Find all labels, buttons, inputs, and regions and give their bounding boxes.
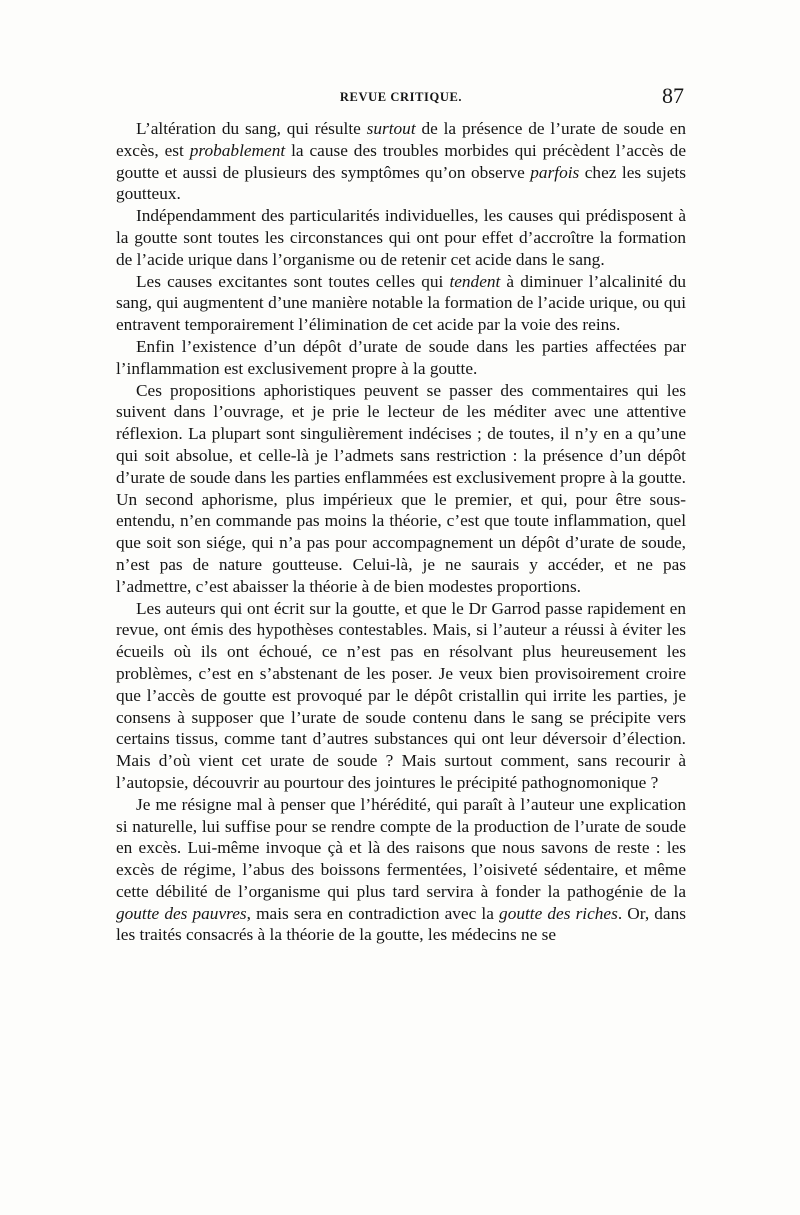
italic-text: probablement xyxy=(189,140,286,160)
body-text xyxy=(116,118,686,946)
text-run: L’altération du sang, qui résulte xyxy=(136,119,367,138)
text-run: la cause des troubles morbides qui précèdent l’accès de goutte et aussi de plusieurs des symptômes qu’on observe xyxy=(116,140,686,182)
paragraph xyxy=(116,794,686,947)
italic-text: parfois xyxy=(530,162,580,182)
running-head xyxy=(116,83,686,114)
italic-text: goutte des pauvres xyxy=(116,903,247,923)
text-run: chez les sujets goutteux. xyxy=(116,162,686,204)
paragraph xyxy=(116,336,686,380)
paragraph xyxy=(116,598,686,794)
text-run: à diminuer l’alcalinité du sang, qui augmentent d’une manière notable la formation de l’acide urique, ou qui entravent temporairement l’élimination de cet acide par la voie des reins. xyxy=(116,271,686,335)
paragraph xyxy=(116,118,686,205)
text-run: Enfin l’existence d’un dépôt d’urate de soude dans les parties affectées par l’inflammation est exclusivement propre à la goutte. xyxy=(116,336,686,378)
text-run: Je me résigne mal à penser que l’hérédité, qui paraît à l’auteur une explication si naturelle, lui suffise pour se rendre compte de la production de l’urate de soude en excès. Lui-même invoque çà et là des raisons que nous savons de reste : les excès de régime, l’abus des boissons fermentées, l’oisiveté sédentaire, et même cette débilité de l’organisme qui plus tard servira à fonder la pathogénie de la xyxy=(116,794,686,901)
text-run: Les auteurs qui ont écrit sur la goutte, et que le Dr Garrod passe rapidement en revue, ont émis des hypothèses contestables. Mais, si l’auteur a réussi à éviter les écueils où ils ont échoué, ce n’est pas en résolvant plus heureusement les problèmes, c’est en s’abstenant de les poser. Je veux bien provisoirement croire que l’accès de goutte est provoqué par le dépôt cristallin qui irrite les parties, je consens à supposer que l’urate de soude contenu dans le sang se précipite vers certains tissus, comme tant d’autres substances qui ont leur déversoir d’élection. Mais d’où vient cet urate de soude ? Mais surtout comment, sans recourir à l’autopsie, découvrir au pourtour des jointures le précipité pathognomonique ? xyxy=(116,598,686,792)
paragraph xyxy=(116,380,686,598)
text-run: , mais sera en contradiction avec la xyxy=(246,903,500,923)
page-number: 87 xyxy=(662,83,684,108)
text-run: Les causes excitantes sont toutes celles qui xyxy=(136,271,450,291)
text-run: de la présence de l’urate de soude en excès, est xyxy=(116,119,686,160)
italic-text: goutte des riches xyxy=(499,903,618,923)
running-title: REVUE CRITIQUE. xyxy=(339,90,463,104)
italic-text: surtout xyxy=(366,119,416,138)
italic-text: tendent xyxy=(449,271,501,291)
text-run: Ces propositions aphoristiques peuvent se passer des commentaires qui les suivent dans l’ouvrage, et je prie le lecteur de les méditer avec une attentive réflexion. La plupart sont singulièrement indécises ; de toutes, il n’y en a qu’une qui soit absolue, et celle-là je l’admets sans restriction : la présence d’un dépôt d’urate de soude dans les parties enflammées est exclusivement propre à la goutte. Un second aphorisme, plus impérieux que le premier, et qui, pour être sous-entendu, n’en commande pas moins la théorie, c’est que toute inflammation, quel que soit son siége, qui n’a pas pour accompagnement un dépôt d’urate de soude, n’est pas de nature goutteuse. Celui-là, je ne saurais y accéder, et ne pas l’admettre, c’est abaisser la théorie à de bien modestes proportions. xyxy=(116,380,686,596)
paragraph xyxy=(116,205,686,270)
text-run: Indépendamment des particularités individuelles, les causes qui prédisposent à la goutte sont toutes les circonstances qui ont pour effet d’accroître la formation de l’acide urique dans l’organisme ou de retenir cet acide dans le sang. xyxy=(116,206,686,269)
text-run: . Or, dans les traités consacrés à la théorie de la goutte, les médecins ne se xyxy=(116,903,686,945)
paragraph xyxy=(116,271,686,336)
